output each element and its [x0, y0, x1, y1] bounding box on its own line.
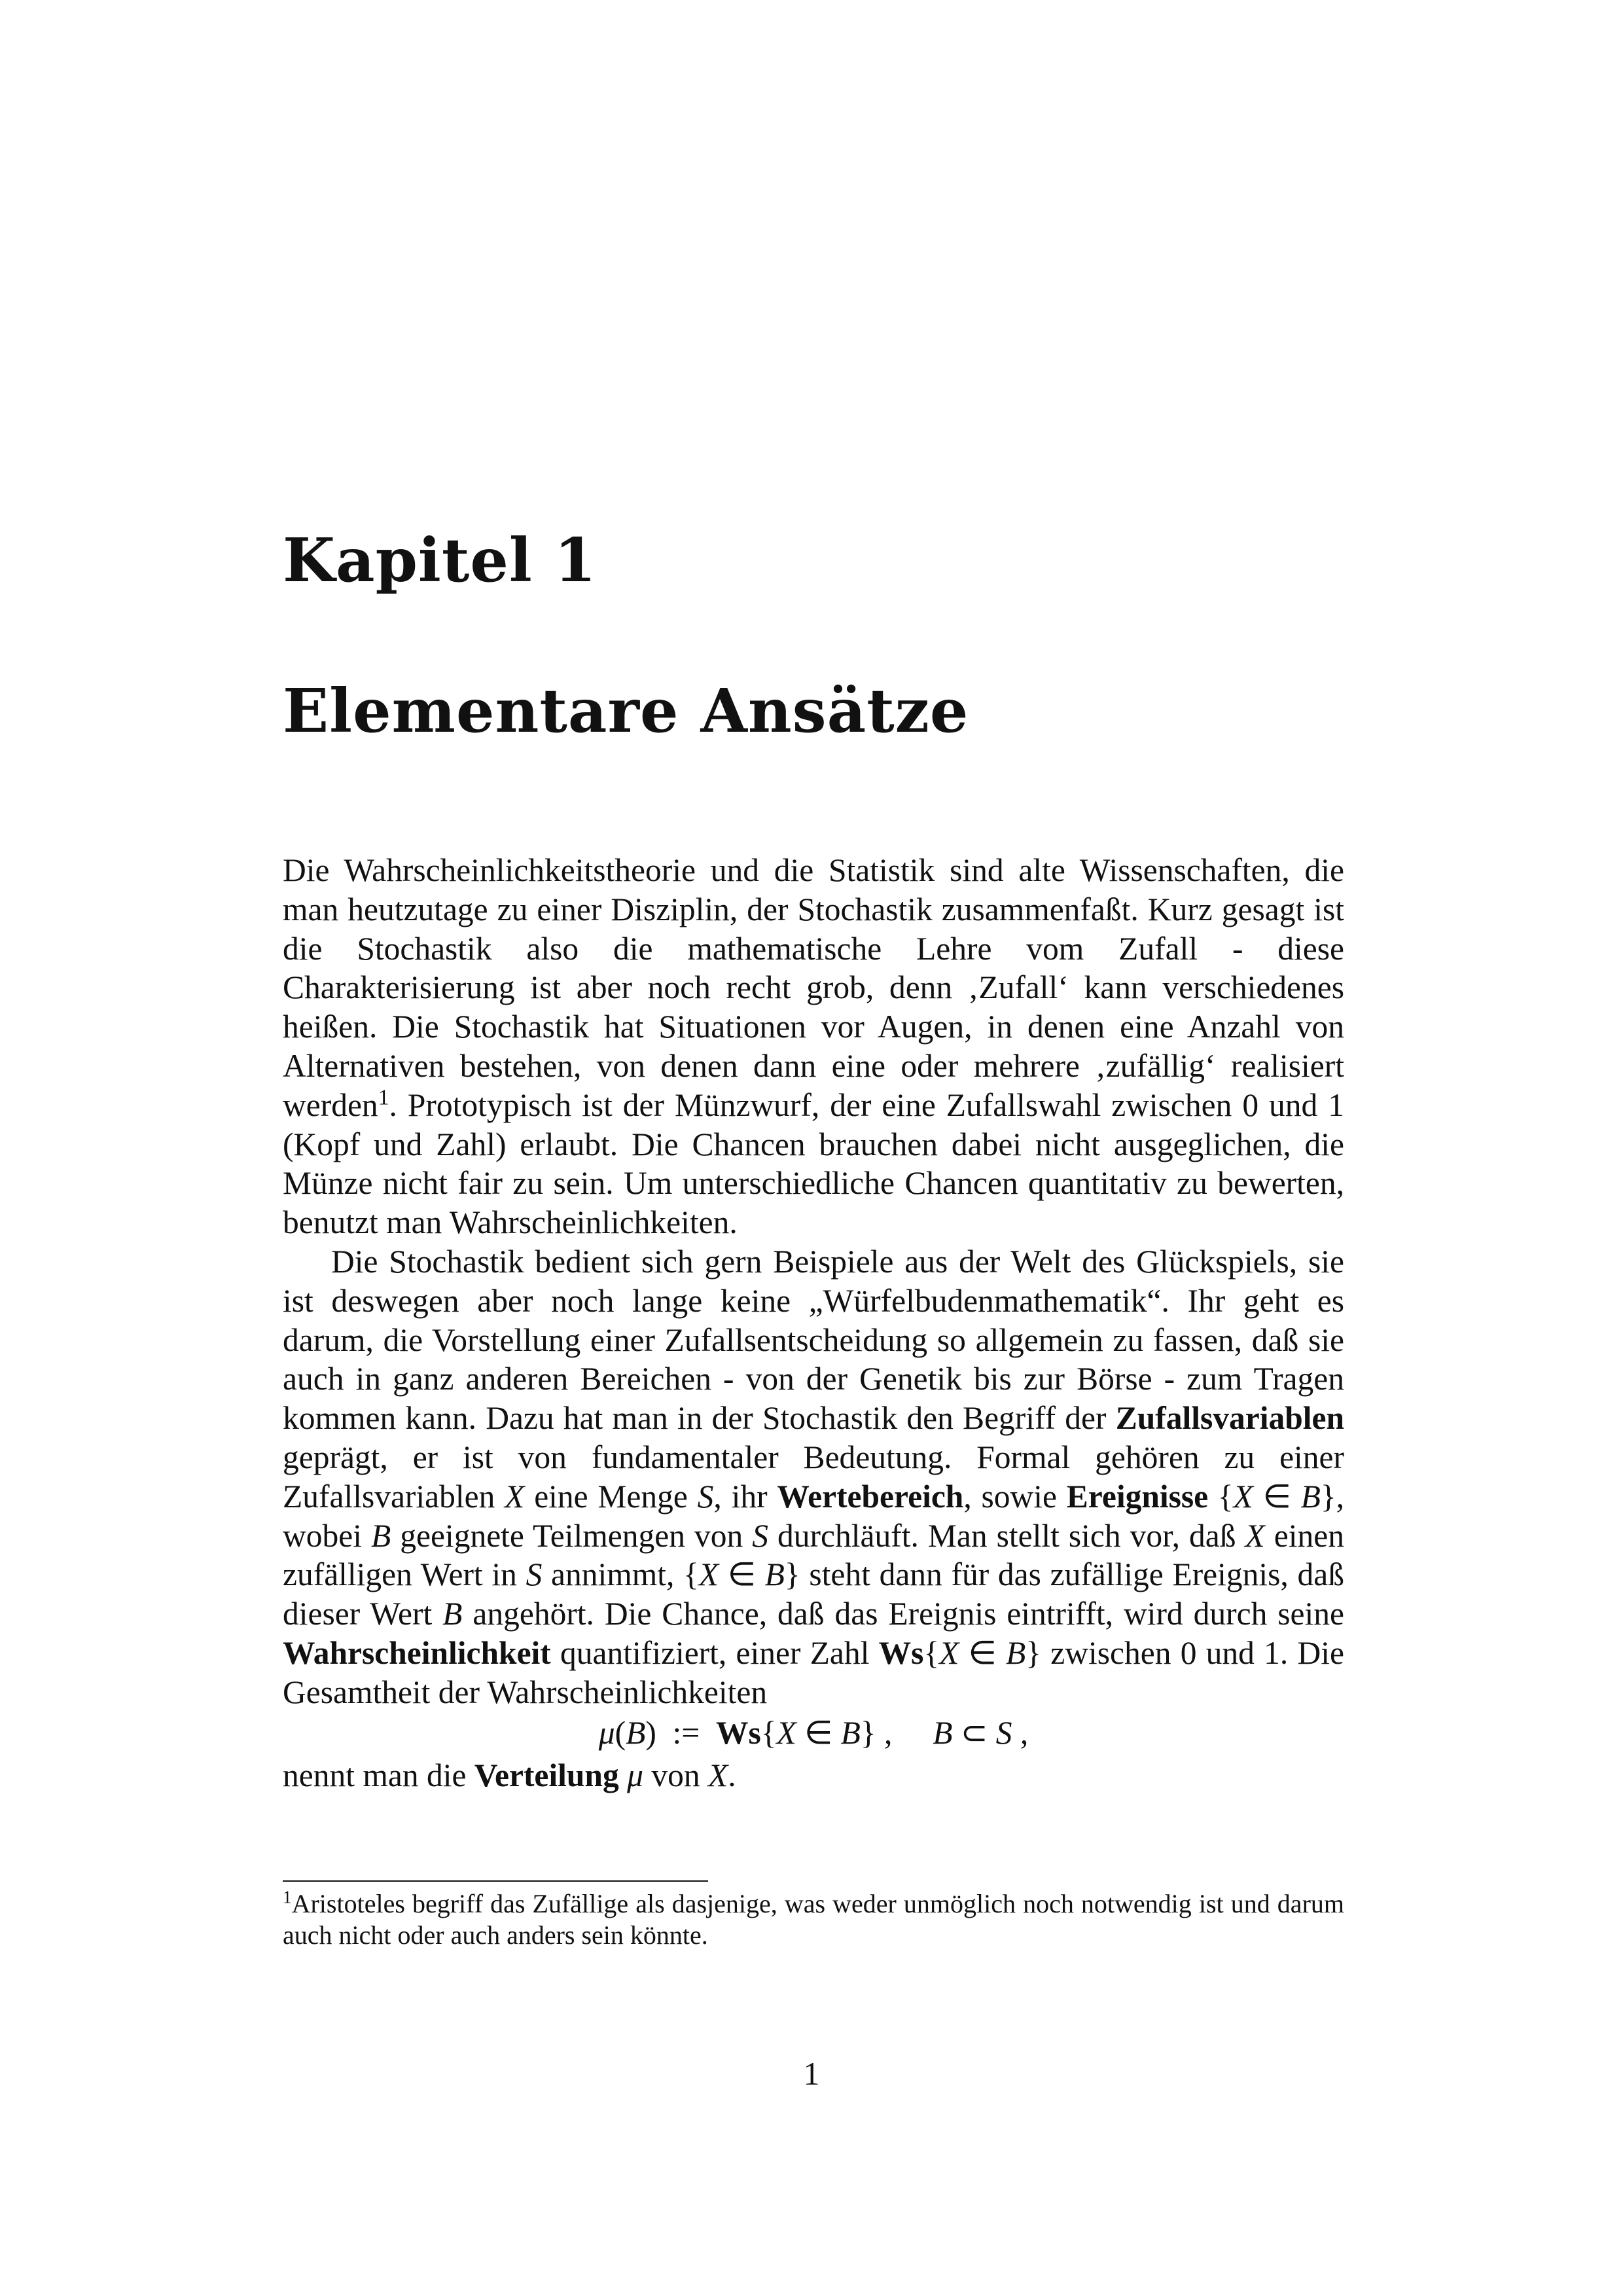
footnote-mark: 1 — [283, 1887, 292, 1907]
term-ereignisse: Ereignisse — [1066, 1478, 1209, 1515]
chapter-label: Kapitel 1 — [283, 525, 597, 596]
footnote: $^1$Aristoteles begriff das Zufällige als dasjenige, was weder unmöglich noch notwendig ist und darum auch nicht oder auch anders sein könnte. — [283, 1887, 1344, 1950]
term-verteilung: Verteilung — [474, 1757, 619, 1794]
term-zufallsvariablen: Zufallsvariablen — [1115, 1400, 1344, 1437]
distribution-formula: μ(B) := Ws{X ∈ B} , B ⊂ S , — [598, 1714, 1029, 1751]
footnote-rule — [283, 1880, 708, 1882]
body-text — [283, 851, 1344, 1795]
footnote-reference[interactable]: 1 — [378, 1085, 389, 1110]
paragraph-intro: Die Wahrscheinlichkeitstheorie und die Statistik sind alte Wissenschaften, die man heutzutage zu einer Disziplin, der Stochastik zusammenfaßt. Kurz gesagt ist die Stochastik also die mathematische Lehre vom Zufall - diese Charakterisierung ist aber noch recht grob, denn ‚Zufall‘ kann verschiedenes heißen. Die Stochastik hat Situationen vor Augen, in denen eine Anzahl von Alternativen bestehen, von denen dann eine oder mehrere ‚zufällig‘ realisiert werden$^1$. Prototypisch ist der Münzwurf, der eine Zufallswahl zwischen 0 und 1 (Kopf und Zahl) erlaubt. Die Chancen brauchen dabei nicht ausgeglichen, die Münze nicht fair zu sein. Um unterschiedliche Chancen quantitativ zu bewerten, benutzt man Wahrscheinlichkeiten. — [283, 852, 1344, 1241]
paragraph-random-variables: Die Stochastik bedient sich gern Beispiele aus der Welt des Glückspiels, sie ist deswegen aber noch lange keine „Würfelbudenmathematik“. Ihr geht es darum, die Vorstellung einer Zufallsentscheidung so allgemein zu fassen, daß sie auch in ganz anderen Bereichen - von der Genetik bis zur Börse - zum Tragen kommen kann. Dazu hat man in der Stochastik den Begriff der Zufallsvariablen geprägt, er ist von fundamentaler Bedeutung. Formal gehören zu einer Zufallsvariablen X eine Menge S, ihr Wertebereich, sowie Ereignisse {X ∈ B}, wobei B geeignete Teilmengen von S durchläuft. Man stellt sich vor, daß X einen zufälligen Wert in S annimmt, {X ∈ B} steht dann für das zufällige Ereignis, daß dieser Wert B angehört. Die Chance, daß das Ereignis eintrifft, wird durch seine Wahrscheinlichkeit quantifiziert, einer Zahl Ws{X ∈ B} zwischen 0 und 1. Die Gesamtheit der Wahrscheinlichkeiten — [283, 1243, 1345, 1710]
term-wertebereich: Wertebereich — [777, 1478, 964, 1515]
term-wahrscheinlichkeit: Wahrscheinlichkeit — [283, 1634, 551, 1671]
paragraph-distribution: nennt man die Verteilung μ von X. — [283, 1757, 736, 1794]
chapter-title: Elementare Ansätze — [283, 675, 969, 746]
page-number: 1 — [803, 2056, 820, 2092]
